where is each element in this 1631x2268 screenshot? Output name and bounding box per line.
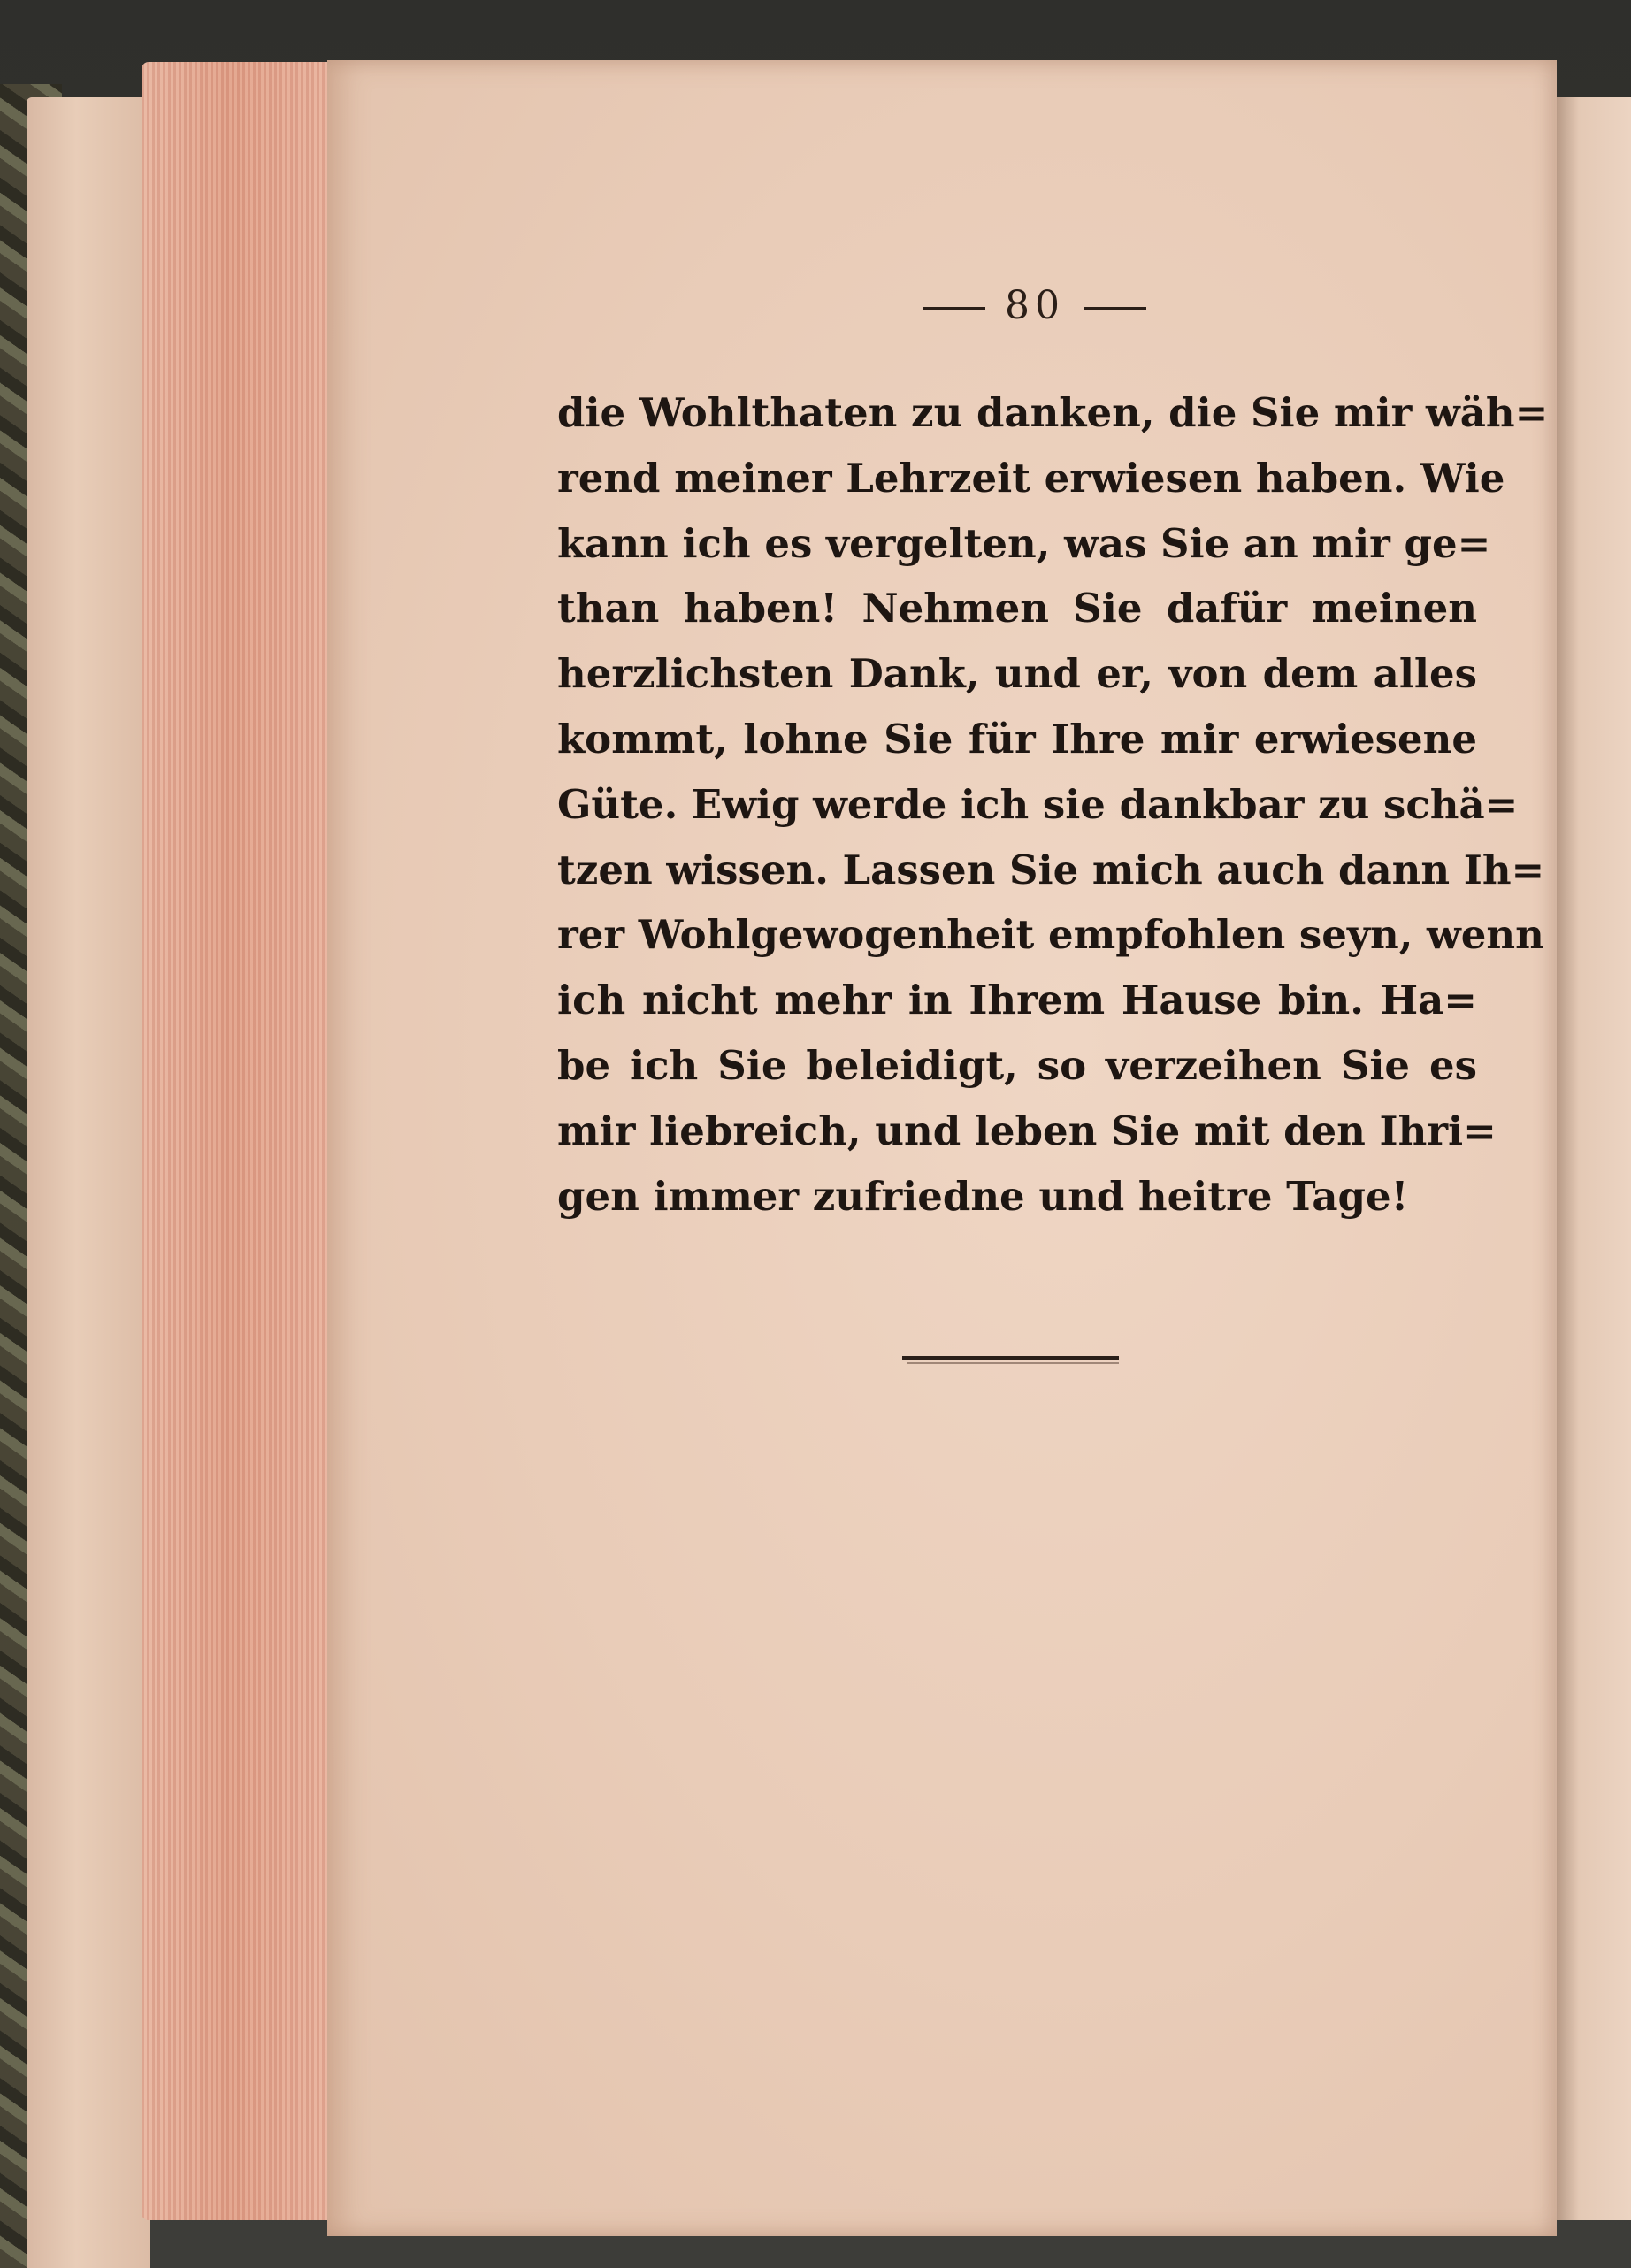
text-line: rend meiner Lehrzeit erwiesen haben. Wie: [557, 454, 1505, 502]
text-line: herzlichsten Dank, und er, von dem alles: [557, 650, 1477, 698]
text-line: than haben! Nehmen Sie dafür meinen: [557, 585, 1477, 632]
page-stack: [27, 97, 150, 2268]
text-line: ich nicht mehr in Ihrem Hause bin. Ha=: [557, 977, 1477, 1024]
header-dash-left: [923, 307, 985, 310]
text-line: mir liebreich, und leben Sie mit den Ihri=: [557, 1107, 1497, 1154]
header-dash-right: [1084, 307, 1146, 310]
text-line: kann ich es vergelten, was Sie an mir ge=: [557, 519, 1491, 567]
page-edges-red: [142, 62, 336, 2220]
text-line: gen immer zufriedne und heitre Tage!: [557, 1172, 1409, 1220]
text-line: rer Wohlgewogenheit empfohlen seyn, wenn: [557, 911, 1544, 959]
page-header: [876, 283, 1194, 328]
end-rule-shadow: [907, 1362, 1119, 1364]
text-line: die Wohlthaten zu danken, die Sie mir wäh=: [557, 389, 1549, 436]
text-line: Güte. Ewig werde ich sie dankbar zu schä=: [557, 780, 1519, 828]
text-line: tzen wissen. Lassen Sie mich auch dann Ih=: [557, 846, 1545, 893]
end-rule: [902, 1356, 1119, 1360]
facing-page-edge: [1557, 97, 1631, 2220]
page-number: 80: [1005, 283, 1065, 328]
text-line: kommt, lohne Sie für Ihre mir erwiesene: [557, 715, 1477, 762]
text-line: be ich Sie beleidigt, so verzeihen Sie es: [557, 1041, 1477, 1089]
body-text: [557, 380, 1549, 1229]
